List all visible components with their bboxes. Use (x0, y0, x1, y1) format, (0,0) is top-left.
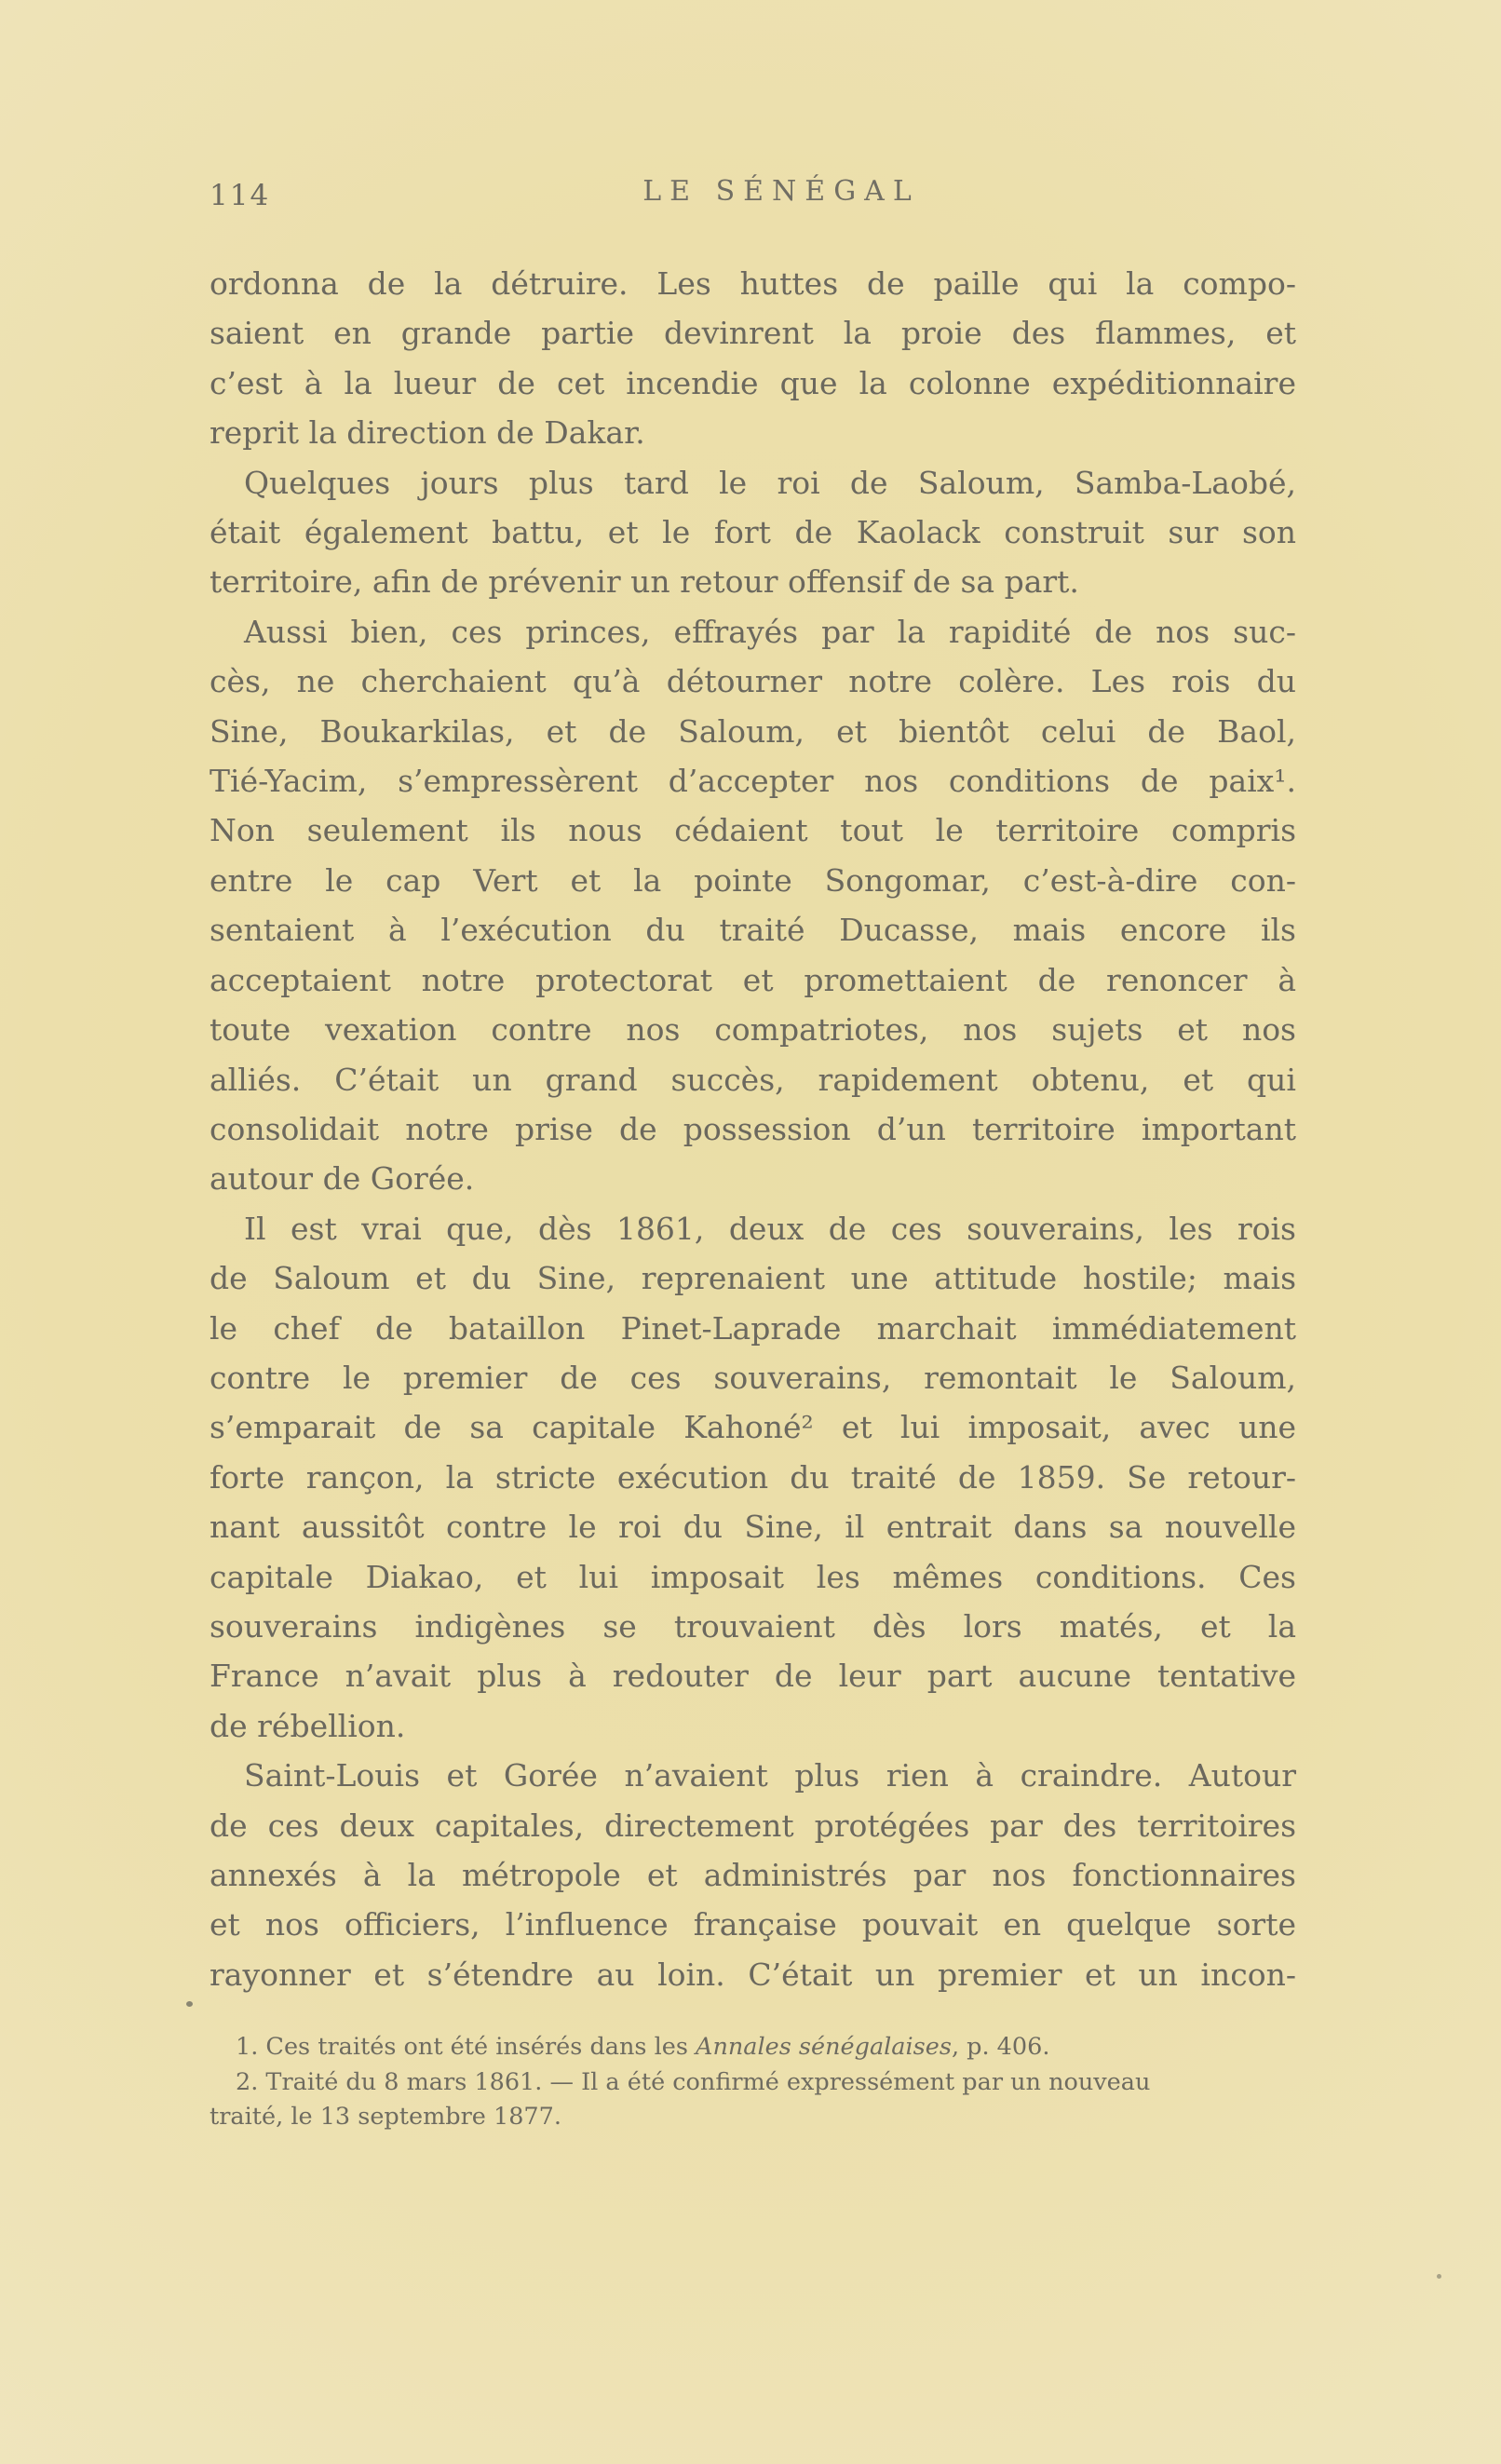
text-line: consolidait notre prise de possession d’un territoire important (210, 1110, 1296, 1147)
text-line: saient en grande partie devinrent la proie des flammes, et (210, 315, 1296, 352)
text-line: nant aussitôt contre le roi du Sine, il entrait dans sa nouvelle (210, 1509, 1296, 1546)
text-line: de ces deux capitales, directement protégées par des territoires (210, 1807, 1296, 1844)
text-line: Quelques jours plus tard le roi de Saloum, Samba-Laobé, (244, 464, 1296, 501)
footnote-1-work-title: Annales sénégalaises (696, 2033, 952, 2061)
text-line: le chef de bataillon Pinet-Laprade marchait immédiatement (210, 1309, 1296, 1347)
text-line: autour de Gorée. (210, 1160, 475, 1198)
text-line: capitale Diakao, et lui imposait les mêmes conditions. Ces (210, 1558, 1296, 1595)
footnote-1-text: 1. Ces traités ont été insérés dans les (236, 2033, 696, 2061)
ink-speck (186, 2001, 193, 2007)
text-line: contre le premier de ces souverains, remontait le Saloum, (210, 1359, 1296, 1396)
text-line: reprit la direction de Dakar. (210, 414, 645, 452)
text-line: forte rançon, la stricte exécution du traité de 1859. Se retour- (210, 1458, 1296, 1496)
text-line: de Saloum et du Sine, reprenaient une attitude hostile; mais (210, 1260, 1296, 1297)
text-line: souverains indigènes se trouvaient dès lors matés, et la (210, 1607, 1296, 1645)
text-line: de rébellion. (210, 1707, 406, 1744)
footnote-1 (210, 2030, 1296, 2065)
text-line: alliés. C’était un grand succès, rapidement obtenu, et qui (210, 1061, 1296, 1098)
text-line: toute vexation contre nos compatriotes, nos sujets et nos (210, 1011, 1296, 1049)
ink-speck (1437, 2274, 1441, 2279)
text-line: sentaient à l’exécution du traité Ducasse, mais encore ils (210, 912, 1296, 949)
body-text (210, 259, 1296, 1999)
footnote-2-line-1: 2. Traité du 8 mars 1861. — Il a été confirmé expressément par un nouveau (236, 2067, 1151, 2096)
text-line: Tié-Yacim, s’empressèrent d’accepter nos conditions de paix¹. (210, 763, 1296, 800)
text-line: Il est vrai que, dès 1861, deux de ces souverains, les rois (244, 1210, 1296, 1247)
text-line: annexés à la métropole et administrés par nos fonctionnaires (210, 1857, 1296, 1893)
text-line: Saint-Louis et Gorée n’avaient plus rien à craindre. Autour (244, 1757, 1296, 1794)
running-title: LE SÉNÉGAL (642, 175, 920, 208)
text-line: territoire, afin de prévenir un retour offensif de sa part. (210, 563, 1079, 601)
text-line: cès, ne cherchaient qu’à détourner notre colère. Les rois du (210, 663, 1296, 700)
text-line: entre le cap Vert et la pointe Songomar, c’est-à-dire con- (210, 861, 1296, 899)
footnotes (210, 2030, 1296, 2135)
text-line: ordonna de la détruire. Les huttes de paille qui la compo- (210, 265, 1296, 302)
text-line: était également battu, et le fort de Kaolack construit sur son (210, 514, 1296, 551)
page-header (210, 175, 1296, 220)
text-line: Aussi bien, ces princes, effrayés par la rapidité de nos suc- (244, 613, 1296, 650)
text-line: acceptaient notre protectorat et promettaient de renoncer à (210, 961, 1296, 998)
footnote-2-line-2: traité, le 13 septembre 1877. (210, 2103, 561, 2131)
page-number: 114 (210, 179, 271, 212)
text-line: et nos officiers, l’influence française pouvait en quelque sorte (210, 1906, 1296, 1943)
text-line: rayonner et s’étendre au loin. C’était un premier et un incon- (210, 1956, 1296, 1993)
text-line: Non seulement ils nous cédaient tout le territoire compris (210, 812, 1296, 849)
text-line: France n’avait plus à redouter de leur part aucune tentative (210, 1658, 1296, 1695)
footnote-1-page-ref: , p. 406. (951, 2033, 1050, 2061)
text-line: c’est à la lueur de cet incendie que la colonne expéditionnaire (210, 364, 1296, 401)
text-line: s’emparait de sa capitale Kahoné² et lui imposait, avec une (210, 1409, 1296, 1446)
text-line: Sine, Boukarkilas, et de Saloum, et bientôt celui de Baol, (210, 712, 1296, 750)
